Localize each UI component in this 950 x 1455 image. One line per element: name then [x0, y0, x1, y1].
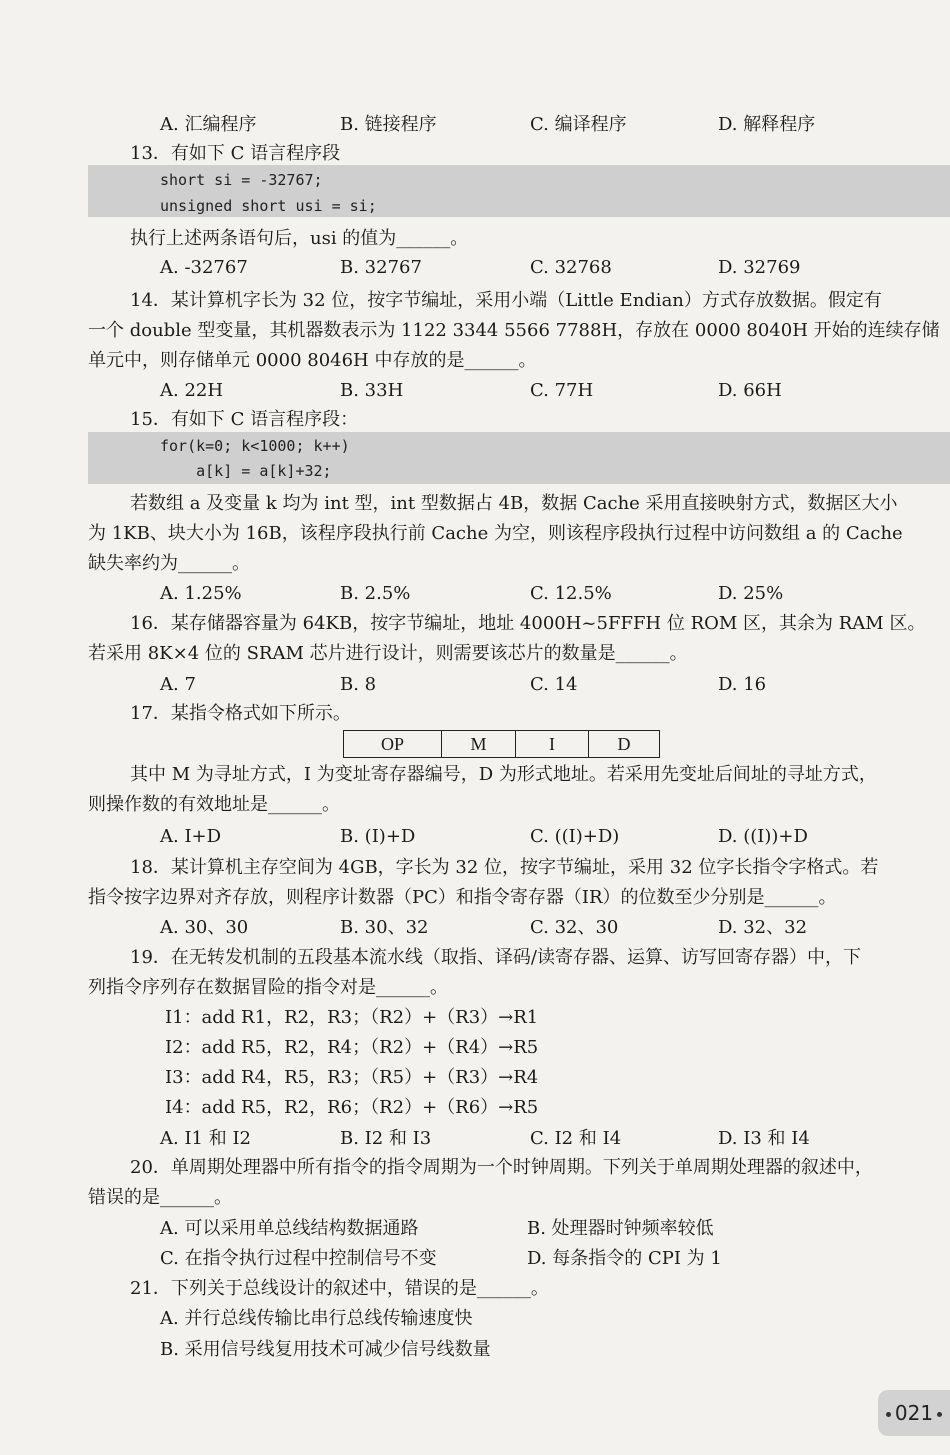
q17-stem: 17．某指令格式如下所示。: [130, 703, 351, 724]
q21-option-a: A. 并行总线传输比串行总线传输速度快: [160, 1308, 473, 1329]
field-d: D: [589, 731, 660, 758]
bullet-dot-icon: [937, 1412, 942, 1417]
q17-option-b: B. (I)+D: [340, 826, 416, 847]
q16-option-c: C. 14: [530, 674, 578, 695]
q17-option-d: D. ((I))+D: [718, 826, 808, 847]
q18-option-a: A. 30、30: [160, 917, 249, 938]
q14-option-a: A. 22H: [160, 380, 224, 401]
q18-option-d: D. 32、32: [718, 917, 808, 938]
field-i: I: [516, 731, 589, 758]
q15-stem: 15．有如下 C 语言程序段：: [130, 409, 359, 430]
q19-line-2: 列指令序列存在数据冒险的指令对是______。: [88, 977, 448, 998]
q20-line-1: 20．单周期处理器中所有指令的指令周期为一个时钟周期。下列关于单周期处理器的叙述中，: [130, 1157, 873, 1178]
q19-option-b: B. I2 和 I3: [340, 1128, 432, 1149]
q15-code-line-2: a[k] = a[k]+32;: [160, 462, 332, 480]
q17-line-1: 其中 M 为寻址方式，I 为变址寄存器编号，D 为形式地址。若采用先变址后间址的寻址方式，: [130, 764, 877, 785]
q21-stem: 21．下列关于总线设计的叙述中，错误的是______。: [130, 1278, 549, 1299]
q13-code-line-2: unsigned short usi = si;: [160, 197, 377, 215]
q20-option-c: C. 在指令执行过程中控制信号不变: [160, 1248, 437, 1269]
q19-instr-4: I4：add R5，R2，R6；（R2）+（R6）→R5: [165, 1097, 539, 1118]
q15-line-2: 为 1KB、块大小为 16B，该程序段执行前 Cache 为空，则该程序段执行过程中访问数组 a 的 Cache: [88, 523, 903, 544]
q15-option-b: B. 2.5%: [340, 583, 411, 604]
q13-code-line-1: short si = -32767;: [160, 171, 323, 189]
q14-option-c: C. 77H: [530, 380, 594, 401]
q20-option-b: B. 处理器时钟频率较低: [527, 1218, 714, 1239]
q13-stem: 13．有如下 C 语言程序段: [130, 143, 341, 164]
q15-option-d: D. 25%: [718, 583, 784, 604]
q14-option-b: B. 33H: [340, 380, 404, 401]
q13-option-c: C. 32768: [530, 257, 612, 278]
q13-option-b: B. 32767: [340, 257, 422, 278]
page-number-badge: [878, 1390, 950, 1436]
q20-line-2: 错误的是______。: [88, 1187, 232, 1208]
q14-line-1: 14．某计算机字长为 32 位，按字节编址，采用小端（Little Endian）方式存放数据。假定有: [130, 290, 882, 311]
q17-option-a: A. I+D: [160, 826, 222, 847]
q19-option-a: A. I1 和 I2: [160, 1128, 252, 1149]
q14-line-3: 单元中，则存储单元 0000 8046H 中存放的是______。: [88, 350, 537, 371]
q18-option-c: C. 32、30: [530, 917, 619, 938]
field-m: M: [442, 731, 516, 758]
q15-code-line-1: for(k=0; k<1000; k++): [160, 437, 350, 455]
instruction-format-table: [343, 730, 660, 758]
page-number: 021: [894, 1401, 934, 1425]
q17-line-2: 则操作数的有效地址是______。: [88, 794, 340, 815]
bullet-dot-icon: [886, 1412, 891, 1417]
q15-line-1: 若数组 a 及变量 k 均为 int 型，int 型数据占 4B，数据 Cache 采用直接映射方式，数据区大小: [130, 493, 898, 514]
q19-instr-1: I1：add R1，R2，R3；（R2）+（R3）→R1: [165, 1007, 539, 1028]
q13-option-a: A. -32767: [160, 257, 248, 278]
q15-option-c: C. 12.5%: [530, 583, 612, 604]
q21-option-b: B. 采用信号线复用技术可减少信号线数量: [160, 1339, 491, 1360]
q12-option-b: B. 链接程序: [340, 114, 437, 135]
q19-line-1: 19．在无转发机制的五段基本流水线（取指、译码/读寄存器、运算、访写回寄存器）中，下: [130, 947, 861, 968]
q12-option-d: D. 解释程序: [718, 114, 816, 135]
q13-option-d: D. 32769: [718, 257, 801, 278]
q18-line-1: 18．某计算机主存空间为 4GB，字长为 32 位，按字节编址，采用 32 位字长指令字格式。若: [130, 857, 879, 878]
q14-option-d: D. 66H: [718, 380, 782, 401]
q13-question: 执行上述两条语句后，usi 的值为______。: [130, 228, 469, 249]
q14-line-2: 一个 double 型变量，其机器数表示为 1122 3344 5566 7788H，存放在 0000 8040H 开始的连续存储: [88, 320, 940, 341]
q17-option-c: C. ((I)+D): [530, 826, 620, 847]
q19-instr-3: I3：add R4，R5，R3；（R5）+（R3）→R4: [165, 1067, 539, 1088]
q15-option-a: A. 1.25%: [160, 583, 242, 604]
q18-line-2: 指令按字边界对齐存放，则程序计数器（PC）和指令寄存器（IR）的位数至少分别是______。: [88, 887, 837, 908]
q16-line-1: 16．某存储器容量为 64KB，按字节编址，地址 4000H~5FFFH 位 ROM 区，其余为 RAM 区。: [130, 613, 926, 634]
q15-line-3: 缺失率约为______。: [88, 553, 250, 574]
q16-option-d: D. 16: [718, 674, 767, 695]
q19-instr-2: I2：add R5，R2，R4；（R2）+（R4）→R5: [165, 1037, 539, 1058]
q12-option-a: A. 汇编程序: [160, 114, 257, 135]
q19-option-c: C. I2 和 I4: [530, 1128, 622, 1149]
field-op: OP: [344, 731, 442, 758]
q20-option-a: A. 可以采用单总线结构数据通路: [160, 1218, 419, 1239]
q12-option-c: C. 编译程序: [530, 114, 627, 135]
q16-option-b: B. 8: [340, 674, 377, 695]
q16-option-a: A. 7: [160, 674, 196, 695]
q19-option-d: D. I3 和 I4: [718, 1128, 810, 1149]
q20-option-d: D. 每条指令的 CPI 为 1: [527, 1248, 722, 1269]
q16-line-2: 若采用 8K×4 位的 SRAM 芯片进行设计，则需要该芯片的数量是______。: [88, 643, 688, 664]
q18-option-b: B. 30、32: [340, 917, 429, 938]
